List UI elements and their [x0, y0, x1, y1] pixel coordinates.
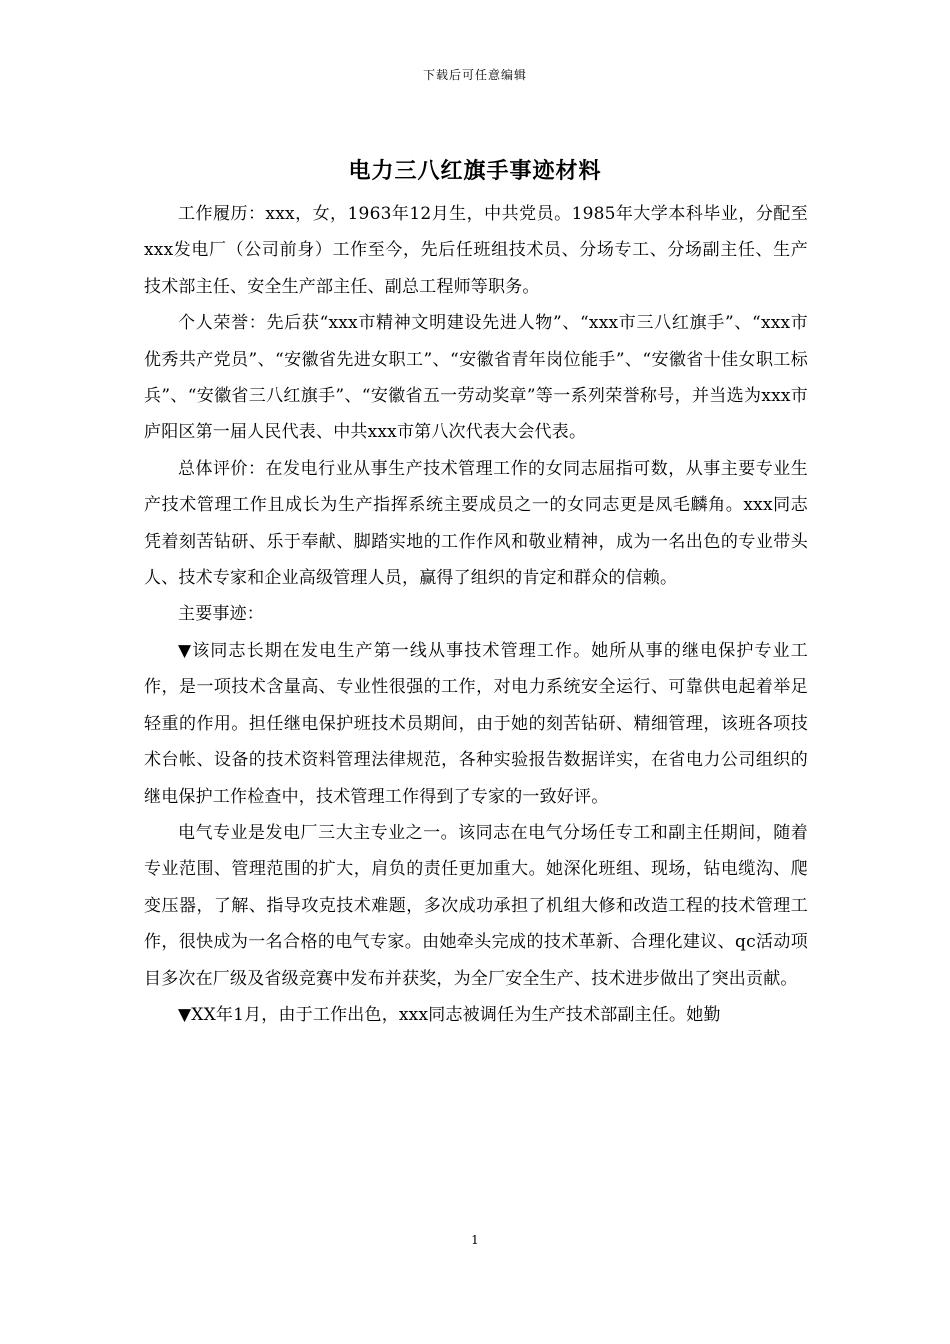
paragraph-overall-evaluation: 总体评价：在发电行业从事生产技术管理工作的女同志屈指可数，从事主要专业生产技术管理工作且成长为生产指挥系统主要成员之一的女同志更是凤毛麟角。xxx同志凭着刻苦钻研、乐于奉献、脚踏实地的工作作风和敬业精神，成为一名出色的专业带头人、技术专家和企业高级管理人员，赢得了组织的肯定和群众的信赖。 — [144, 458, 808, 589]
document-title: 电力三八红旗手事迹材料 — [348, 158, 602, 184]
paragraph-deed-relay-protection: ▼该同志长期在发电生产第一线从事技术管理工作。她所从事的继电保护专业工作，是一项技术含量高、专业性很强的工作，对电力系统安全运行、可靠供电起着举足轻重的作用。担任继电保护班技术员期间，由于她的刻苦钻研、精细管理，该班各项技术台帐、设备的技术资料管理法律规范，各种实验报告数据详实，在省电力公司组织的继电保护工作检查中，技术管理工作得到了专家的一致好评。 — [144, 640, 808, 807]
header-note: 下载后可任意编辑 — [422, 68, 527, 82]
document-body — [144, 196, 808, 1033]
paragraph-work-history: 工作履历：xxx，女，1963年12月生，中共党员。1985年大学本科毕业，分配至xxx发电厂（公司前身）工作至今，先后任班组技术员、分场专工、分场副主任、生产技术部主任、安全生产部主任、副总工程师等职务。 — [144, 204, 808, 297]
paragraph-deed-electrical-specialty: 电气专业是发电厂三大主专业之一。该同志在电气分场任专工和副主任期间，随着专业范围、管理范围的扩大，肩负的责任更加重大。她深化班组、现场，钻电缆沟、爬变压器，了解、指导攻克技术难题，多次成功承担了机组大修和改造工程的技术管理工作，很快成为一名合格的电气专家。由她牵头完成的技术革新、合理化建议、qc活动项目多次在厂级及省级竞赛中发布并获奖，为全厂安全生产、技术进步做出了突出贡献。 — [144, 822, 808, 989]
paragraph-main-deeds-heading: 主要事迹： — [178, 604, 264, 625]
paragraph-personal-honors: 个人荣誉：先后获“xxx市精神文明建设先进人物”、“xxx市三八红旗手”、“xxx市优秀共产党员”、“安徽省先进女职工”、“安徽省青年岗位能手”、“安徽省十佳女职工标兵”、“安徽省三八红旗手”、“安徽省五一劳动奖章”等一系列荣誉称号，并当选为xxx市庐阳区第一届人民代表、中共xxx市第八次代表大会代表。 — [144, 313, 808, 443]
paragraph-deed-promotion: ▼XX年1月，由于工作出色，xxx同志被调任为生产技术部副主任。她勤 — [178, 1004, 721, 1025]
page-number: 1 — [471, 1233, 479, 1247]
